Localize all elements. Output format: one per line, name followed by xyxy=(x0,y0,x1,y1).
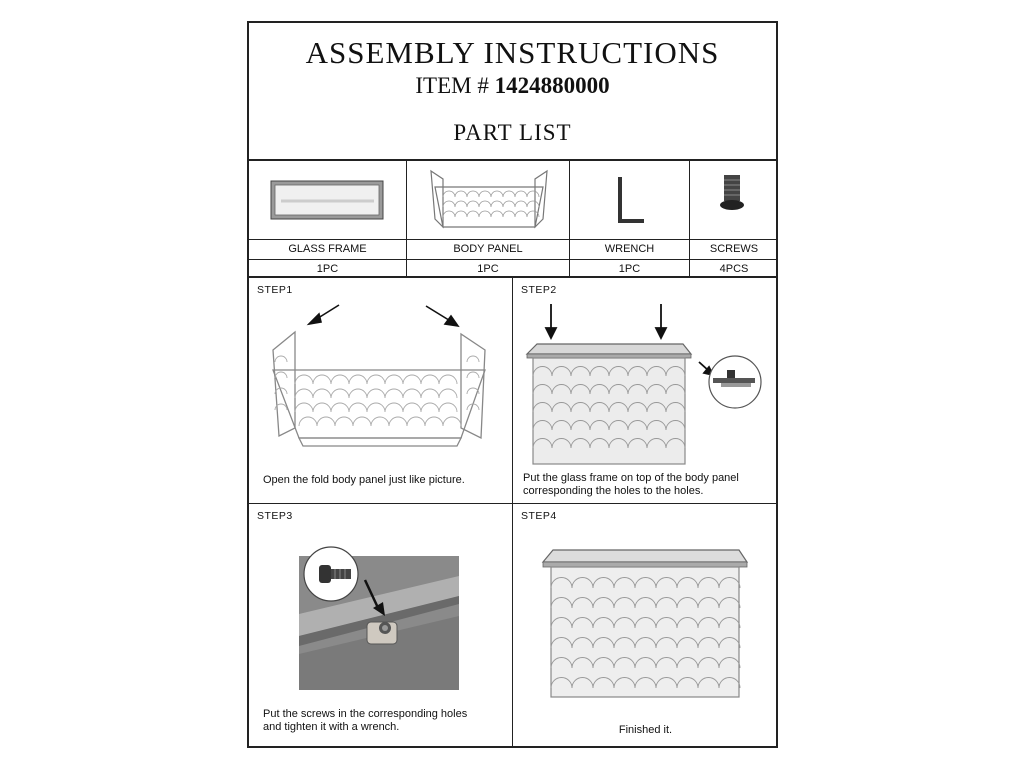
parts-table xyxy=(249,161,776,278)
instruction-sheet xyxy=(247,21,778,748)
step-label: STEP4 xyxy=(521,510,557,522)
part-screws xyxy=(690,161,778,276)
step-caption xyxy=(263,708,467,734)
step1-illustration xyxy=(249,278,513,468)
part-list-title: PART LIST xyxy=(453,120,572,145)
item-number-line xyxy=(249,73,776,99)
item-prefix: ITEM # xyxy=(415,73,495,98)
step4-illustration xyxy=(513,504,778,699)
glass-frame-icon xyxy=(249,161,406,239)
step2-illustration xyxy=(513,278,778,473)
part-name: SCREWS xyxy=(690,239,778,259)
step-caption: Open the fold body panel just like picture. xyxy=(263,474,465,486)
step-4 xyxy=(513,504,778,748)
part-qty: 1PC xyxy=(407,259,569,278)
step-caption: Finished it. xyxy=(618,724,673,736)
part-glass-frame xyxy=(249,161,407,276)
caption-line: Put the screws in the corresponding holes xyxy=(263,708,468,720)
part-name: WRENCH xyxy=(570,239,689,259)
part-name: GLASS FRAME xyxy=(249,239,406,259)
page-title: ASSEMBLY INSTRUCTIONS xyxy=(305,35,720,70)
part-name: BODY PANEL xyxy=(407,239,569,259)
item-number: 1424880000 xyxy=(494,73,610,98)
step3-illustration xyxy=(249,504,513,704)
caption-line: and tighten it with a wrench. xyxy=(263,721,400,733)
step-2 xyxy=(513,278,778,504)
screw-icon xyxy=(690,161,778,239)
header xyxy=(249,23,776,161)
step-caption xyxy=(523,472,739,498)
step-label: STEP1 xyxy=(257,284,293,296)
caption-line: Put the glass frame on top of the body panel xyxy=(523,472,739,484)
part-qty: 1PC xyxy=(570,259,689,278)
part-wrench xyxy=(570,161,690,276)
step-1 xyxy=(249,278,513,504)
caption-line: corresponding the holes to the holes. xyxy=(523,485,704,497)
part-qty: 1PC xyxy=(249,259,406,278)
part-qty: 4PCS xyxy=(690,259,778,278)
body-panel-icon xyxy=(407,161,569,239)
part-body-panel xyxy=(407,161,570,276)
step-3 xyxy=(249,504,513,748)
wrench-icon xyxy=(570,161,689,239)
step-label: STEP3 xyxy=(257,510,293,522)
step-label: STEP2 xyxy=(521,284,557,296)
